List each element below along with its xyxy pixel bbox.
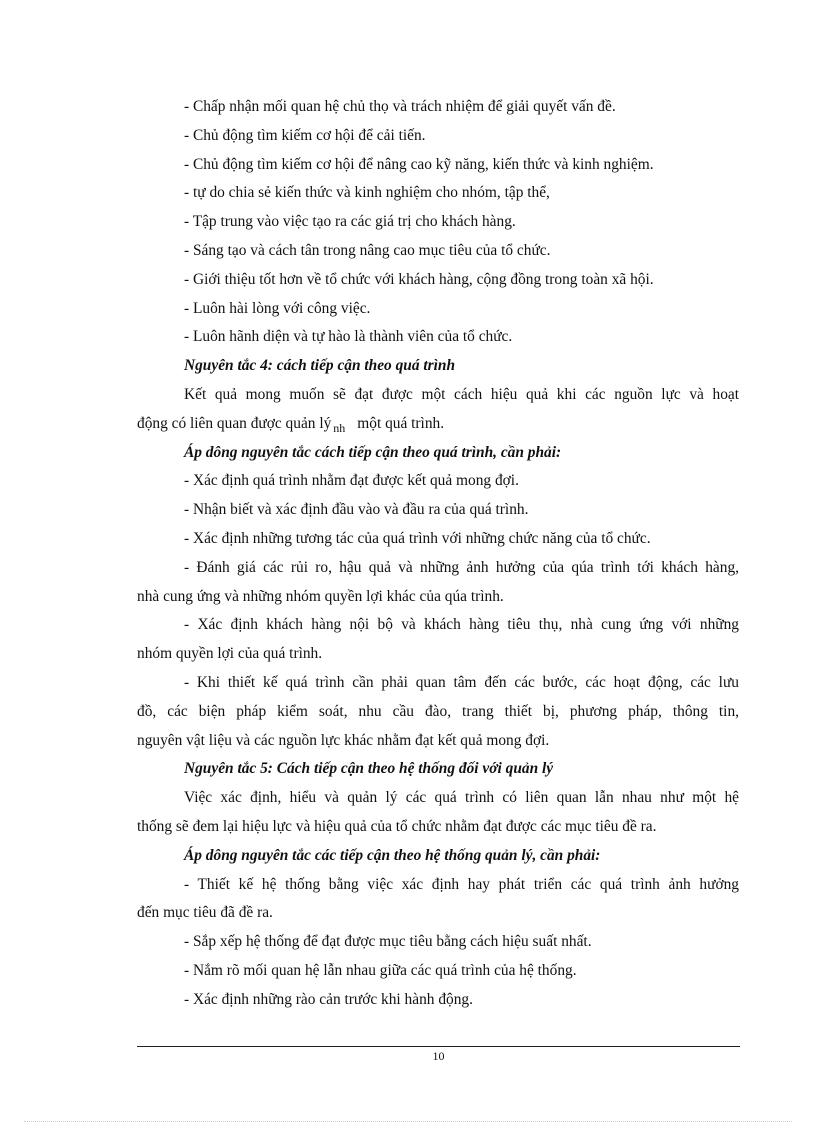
subsection-heading-apply-4: Áp dông nguyên tắc cách tiếp cận theo quá trình, cần phải:: [184, 443, 562, 461]
bullet-line: - Chấp nhận mối quan hệ chủ thọ và trách nhiệm để giải quyết vấn đề.: [184, 98, 616, 115]
footer-divider: [137, 1046, 740, 1047]
bullet-line: - Nắm rõ mối quan hệ lẫn nhau giữa các quá trình của hệ thống.: [184, 961, 577, 979]
paragraph-text: động có liên quan được quản lý: [137, 414, 332, 432]
bullet-continuation: nhà cung ứng và những nhóm quyền lợi khác của qúa trình.: [137, 587, 504, 605]
bullet-line: - Luôn hãnh diện và tự hào là thành viên của tổ chức.: [184, 328, 513, 346]
bullet-line: - Giới thiệu tốt hơn về tổ chức với khách hàng, cộng đồng trong toàn xã hội.: [184, 270, 654, 288]
bullet-line: - Tập trung vào việc tạo ra các giá trị cho khách hàng.: [184, 213, 516, 231]
bullet-continuation: đồ, các biện pháp kiểm soát, nhu cầu đào, trang thiết bị, phương pháp, thông tin,: [137, 702, 739, 720]
page-bottom-border: [24, 1121, 792, 1122]
bullet-line: - Nhận biết và xác định đầu vào và đầu ra của quá trình.: [184, 501, 529, 519]
paragraph-line: [137, 410, 739, 439]
bullet-continuation: đến mục tiêu đã đề ra.: [137, 904, 273, 922]
bullet-continuation: nhóm quyền lợi của quá trình.: [137, 645, 323, 663]
bullet-line: - Sáng tạo và cách tân trong nâng cao mục tiêu của tổ chức.: [184, 241, 551, 259]
paragraph-line: thống sẽ đem lại hiệu lực và hiệu quả của tổ chức nhằm đạt được các mục tiêu đề ra.: [137, 817, 657, 835]
section-heading-principle-4: Nguyên tắc 4: cách tiếp cận theo quá trình: [184, 357, 456, 375]
bullet-line: - Thiết kế hệ thống bằng việc xác định hay phát triển các quá trình ảnh hưởng: [184, 875, 739, 893]
paragraph-line: Kết quả mong muốn sẽ đạt được một cách hiệu quả khi các nguồn lực và hoạt: [184, 385, 739, 403]
subsection-heading-apply-5: Áp dông nguyên tắc các tiếp cận theo hệ thống quản lý, cần phải:: [184, 846, 601, 864]
paragraph-line: Việc xác định, hiểu và quản lý các quá trình có liên quan lẫn nhau như một hệ: [184, 789, 739, 807]
bullet-continuation: nguyên vật liệu và các nguồn lực khác nhằm đạt kết quả mong đợi.: [137, 731, 550, 749]
bullet-line: - Khi thiết kế quá trình cần phải quan tâm đến các bước, các hoạt động, các lưu: [184, 673, 739, 691]
bullet-line: - Xác định những tương tác của quá trình với những chức năng của tổ chức.: [184, 529, 651, 547]
bullet-line: - Luôn hài lòng với công việc.: [184, 299, 371, 317]
bullet-line: - Xác định quá trình nhằm đạt được kết quả mong đợi.: [184, 472, 519, 490]
bullet-line: - Xác định những rào cản trước khi hành động.: [184, 990, 473, 1008]
bullet-line: - Sắp xếp hệ thống để đạt được mục tiêu bằng cách hiệu suất nhất.: [184, 933, 592, 951]
page-number: 10: [432, 1049, 445, 1063]
page-body: [137, 93, 739, 1015]
paragraph-text: một quá trình.: [357, 414, 445, 432]
bullet-line: - tự do chia sẻ kiến thức và kinh nghiệm cho nhóm, tập thể,: [184, 184, 550, 202]
bullet-line: - Đánh giá các rủi ro, hậu quả và những ảnh hưởng của qúa trình tới khách hàng,: [184, 558, 739, 576]
bullet-line: - Chủ động tìm kiếm cơ hội để nâng cao kỹ năng, kiến thức và kinh nghiệm.: [184, 155, 654, 173]
bullet-line: - Xác định khách hàng nội bộ và khách hàng tiêu thụ, nhà cung ứng với những: [184, 616, 739, 634]
bullet-line: - Chủ động tìm kiếm cơ hội để cải tiến.: [184, 126, 426, 144]
section-heading-principle-5: Nguyên tắc 5: Cách tiếp cận theo hệ thống đối với quản lý: [184, 760, 554, 778]
stray-fragment: nh: [333, 420, 346, 435]
